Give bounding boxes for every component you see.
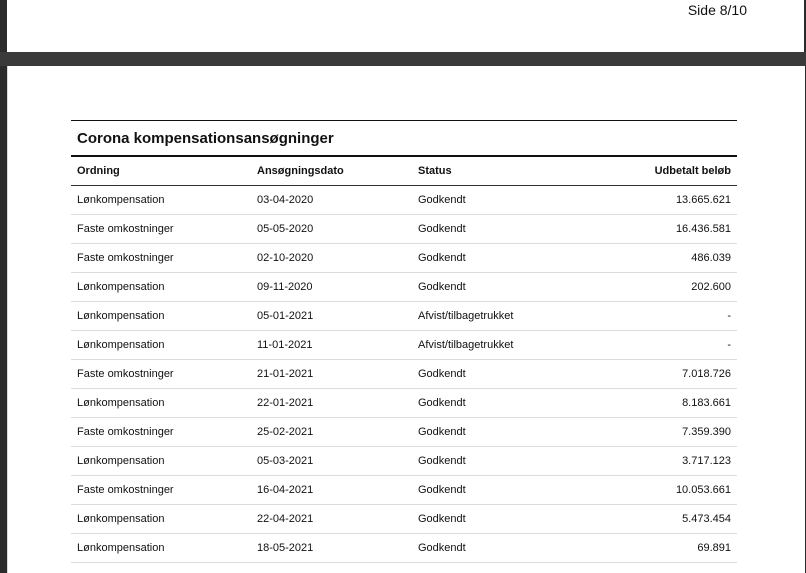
table-row xyxy=(71,360,737,389)
column-header-date: Ansøgningsdato xyxy=(251,157,412,186)
cell-ordning: Lønkompensation xyxy=(71,302,251,331)
cell-status: Afvist/tilbagetrukket xyxy=(412,331,584,360)
cell-status: Godkendt xyxy=(412,447,584,476)
table-row xyxy=(71,215,737,244)
cell-date: 03-04-2020 xyxy=(251,186,412,215)
table-row xyxy=(71,244,737,273)
cell-status: Godkendt xyxy=(412,186,584,215)
cell-status: Godkendt xyxy=(412,215,584,244)
cell-date: 11-01-2021 xyxy=(251,331,412,360)
compensation-table xyxy=(71,157,737,563)
cell-ordning: Faste omkostninger xyxy=(71,418,251,447)
cell-date: 05-01-2021 xyxy=(251,302,412,331)
cell-amount: 8.183.661 xyxy=(584,389,737,418)
table-row xyxy=(71,505,737,534)
cell-status: Godkendt xyxy=(412,534,584,563)
cell-amount: 10.053.661 xyxy=(584,476,737,505)
section-title: Corona kompensationsansøgninger xyxy=(71,120,737,157)
cell-date: 16-04-2021 xyxy=(251,476,412,505)
page-separator xyxy=(0,52,806,66)
cell-date: 22-04-2021 xyxy=(251,505,412,534)
cell-date: 05-05-2020 xyxy=(251,215,412,244)
cell-status: Godkendt xyxy=(412,476,584,505)
cell-amount: - xyxy=(584,331,737,360)
cell-status: Godkendt xyxy=(412,389,584,418)
previous-page xyxy=(7,0,804,52)
cell-ordning: Lønkompensation xyxy=(71,273,251,302)
table-row xyxy=(71,389,737,418)
compensation-section xyxy=(71,120,737,563)
table-row xyxy=(71,186,737,215)
table-row xyxy=(71,534,737,563)
table-row xyxy=(71,476,737,505)
cell-status: Afvist/tilbagetrukket xyxy=(412,302,584,331)
cell-date: 25-02-2021 xyxy=(251,418,412,447)
cell-date: 02-10-2020 xyxy=(251,244,412,273)
column-header-status: Status xyxy=(412,157,584,186)
cell-ordning: Lønkompensation xyxy=(71,447,251,476)
table-header-row xyxy=(71,157,737,186)
cell-amount: - xyxy=(584,302,737,331)
cell-status: Godkendt xyxy=(412,360,584,389)
cell-amount: 486.039 xyxy=(584,244,737,273)
cell-ordning: Lønkompensation xyxy=(71,331,251,360)
cell-amount: 5.473.454 xyxy=(584,505,737,534)
cell-ordning: Faste omkostninger xyxy=(71,360,251,389)
cell-ordning: Lønkompensation xyxy=(71,505,251,534)
cell-date: 18-05-2021 xyxy=(251,534,412,563)
cell-amount: 69.891 xyxy=(584,534,737,563)
table-row xyxy=(71,331,737,360)
cell-ordning: Lønkompensation xyxy=(71,389,251,418)
column-header-ordning: Ordning xyxy=(71,157,251,186)
table-row xyxy=(71,447,737,476)
cell-amount: 13.665.621 xyxy=(584,186,737,215)
cell-ordning: Lønkompensation xyxy=(71,534,251,563)
page-number: Side 8/10 xyxy=(687,2,747,18)
cell-ordning: Faste omkostninger xyxy=(71,215,251,244)
cell-date: 05-03-2021 xyxy=(251,447,412,476)
table-row xyxy=(71,302,737,331)
table-row xyxy=(71,418,737,447)
cell-amount: 7.018.726 xyxy=(584,360,737,389)
cell-ordning: Faste omkostninger xyxy=(71,244,251,273)
cell-date: 21-01-2021 xyxy=(251,360,412,389)
column-header-amount: Udbetalt beløb xyxy=(584,157,737,186)
cell-amount: 7.359.390 xyxy=(584,418,737,447)
cell-status: Godkendt xyxy=(412,244,584,273)
table-row xyxy=(71,273,737,302)
cell-ordning: Lønkompensation xyxy=(71,186,251,215)
cell-amount: 202.600 xyxy=(584,273,737,302)
cell-status: Godkendt xyxy=(412,505,584,534)
cell-date: 22-01-2021 xyxy=(251,389,412,418)
cell-status: Godkendt xyxy=(412,418,584,447)
cell-date: 09-11-2020 xyxy=(251,273,412,302)
cell-ordning: Faste omkostninger xyxy=(71,476,251,505)
current-page xyxy=(7,66,805,573)
cell-status: Godkendt xyxy=(412,273,584,302)
cell-amount: 16.436.581 xyxy=(584,215,737,244)
cell-amount: 3.717.123 xyxy=(584,447,737,476)
